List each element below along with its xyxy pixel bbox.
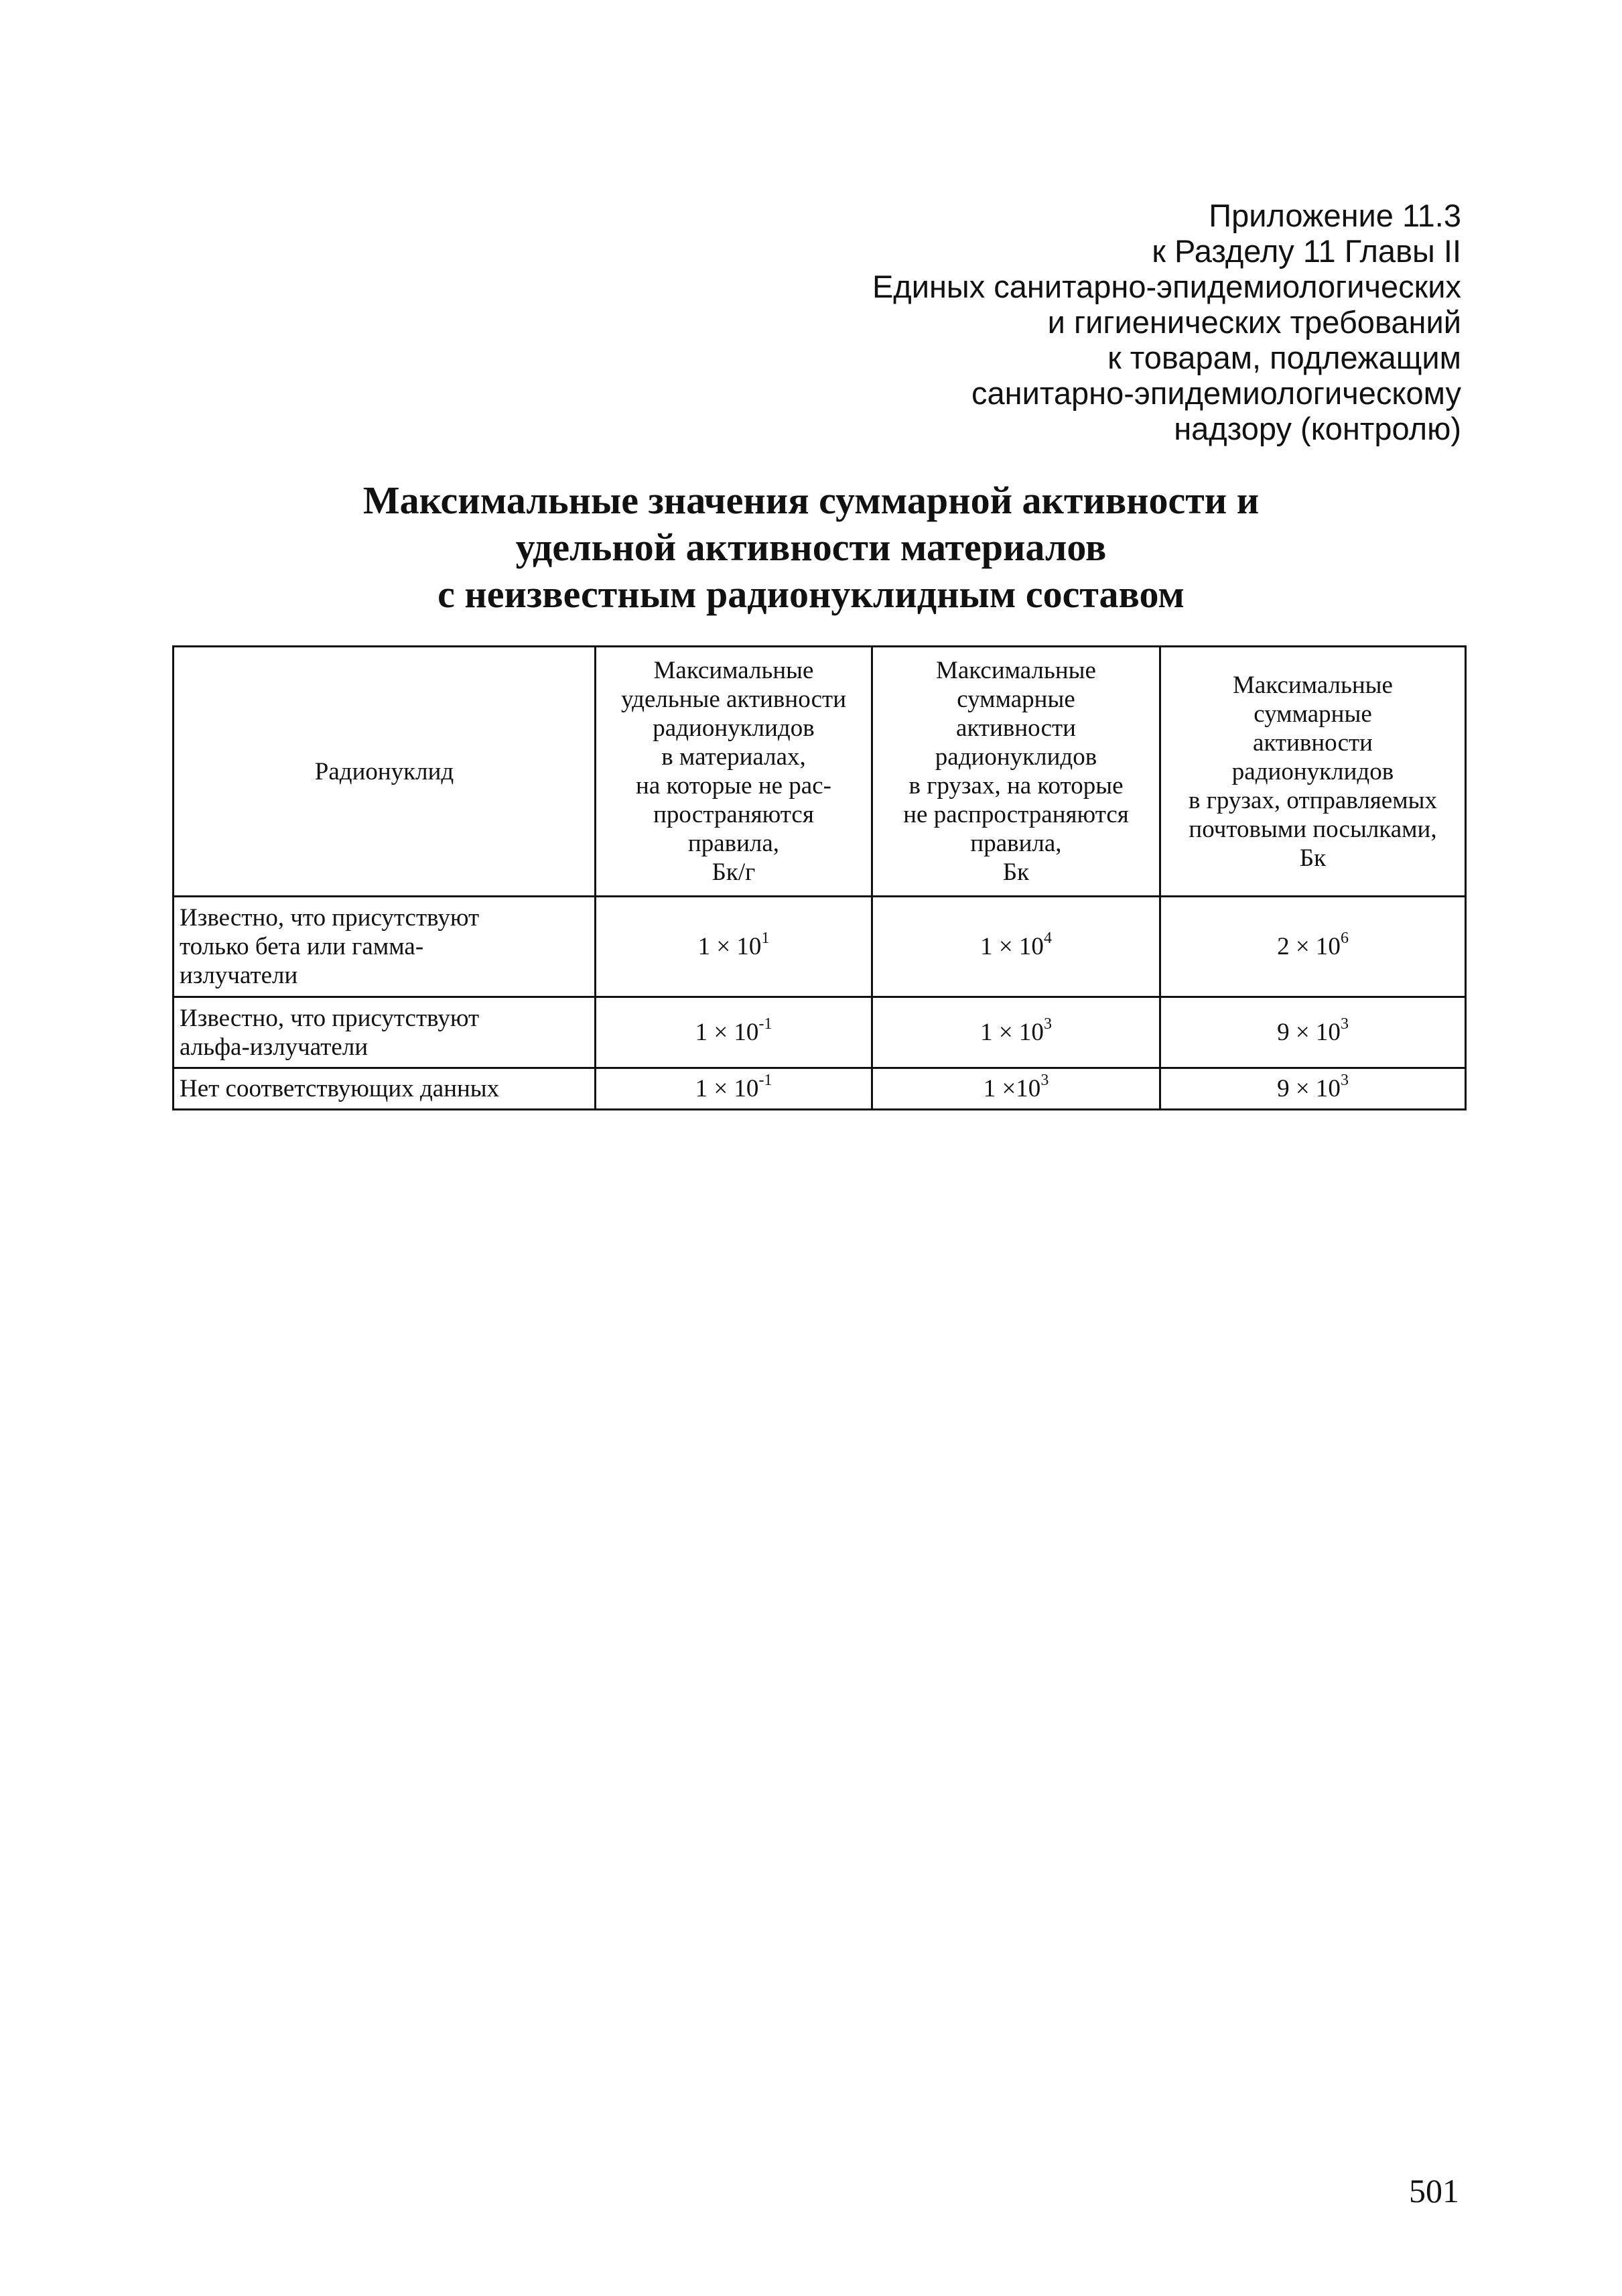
row-label	[174, 1068, 596, 1110]
header-line: суммарные	[1254, 700, 1372, 728]
header-line: Максимальные	[1233, 671, 1393, 699]
header-line: в материалах,	[661, 743, 806, 771]
table-cell	[1160, 1068, 1466, 1110]
table-cell	[872, 897, 1160, 997]
header-specific-activity	[596, 647, 872, 897]
header-line: удельные активности	[620, 686, 847, 713]
header-line: Максимальные	[653, 657, 814, 684]
table-row	[174, 997, 1466, 1068]
value-base: 1 × 10	[695, 1019, 759, 1046]
row-label-line: Нет соответствующих данных	[180, 1075, 500, 1102]
header-line: радионуклидов	[935, 743, 1097, 771]
table-cell	[1160, 997, 1466, 1068]
header-line: правила,	[687, 830, 780, 857]
header-line: радионуклидов	[653, 714, 815, 742]
value-base: 1 × 10	[980, 933, 1044, 960]
value-base: 2 × 10	[1277, 933, 1341, 960]
header-line: Радионуклид	[314, 757, 454, 785]
table-cell	[596, 1068, 872, 1110]
header-line: активности	[956, 714, 1076, 742]
value-exponent: 3	[1340, 1015, 1349, 1033]
table-cell	[872, 1068, 1160, 1110]
activity-limits-table	[172, 645, 1467, 1110]
value-base: 1 ×10	[983, 1075, 1041, 1102]
appendix-reference	[724, 198, 1461, 446]
value-exponent: 3	[1043, 1015, 1052, 1033]
appendix-line: и гигиенических требований	[1047, 304, 1461, 340]
value-exponent: 3	[1340, 1071, 1349, 1089]
appendix-line: Приложение 11.3	[1209, 198, 1461, 233]
value-exponent: 3	[1040, 1071, 1049, 1089]
header-line: почтовыми посылками,	[1189, 815, 1437, 843]
header-line: в грузах, на которые	[908, 772, 1124, 800]
table-cell	[1160, 897, 1466, 997]
appendix-line: Единых санитарно-эпидемиологических	[872, 269, 1461, 304]
header-line: суммарные	[957, 686, 1075, 713]
title-line: Максимальные значения суммарной активности и	[362, 479, 1260, 522]
header-line: на которые не рас-	[636, 772, 831, 800]
header-line: радионуклидов	[1231, 757, 1394, 785]
row-label	[174, 997, 596, 1068]
header-line: Бк/г	[712, 858, 756, 886]
value-base: 1 × 10	[697, 933, 762, 960]
header-radionuclide	[174, 647, 596, 897]
title-line: с неизвестным радионуклидным составом	[437, 572, 1185, 616]
header-total-activity-cargo	[872, 647, 1160, 897]
appendix-line: санитарно-эпидемиологическому	[971, 375, 1461, 411]
value-exponent: -1	[758, 1071, 772, 1089]
table-cell	[872, 997, 1160, 1068]
table-row	[174, 897, 1466, 997]
header-line: активности	[1253, 728, 1373, 757]
header-line: Максимальные	[936, 657, 1096, 684]
row-label-line: Известно, что присутствуют	[180, 904, 480, 932]
appendix-line: к товарам, подлежащим	[1107, 340, 1461, 375]
document-title	[0, 477, 1622, 618]
value-base: 1 × 10	[695, 1075, 759, 1102]
header-line: правила,	[970, 830, 1062, 857]
row-label-line: излучатели	[180, 962, 298, 989]
table-header-row	[174, 647, 1466, 897]
header-line: не распространяются	[903, 801, 1129, 828]
header-line: Бк	[1299, 844, 1327, 872]
value-exponent: 6	[1340, 929, 1349, 947]
table-cell	[596, 997, 872, 1068]
page-number: 501	[1409, 2172, 1459, 2210]
value-base: 9 × 10	[1277, 1075, 1341, 1102]
appendix-line: к Разделу 11 Главы II	[1152, 233, 1461, 269]
header-line: Бк	[1002, 858, 1030, 886]
title-line: удельной активности материалов	[515, 525, 1107, 569]
row-label-line: только бета или гамма-	[180, 933, 424, 960]
value-base: 1 × 10	[980, 1019, 1044, 1046]
table-row	[174, 1068, 1466, 1110]
value-base: 9 × 10	[1277, 1019, 1341, 1046]
row-label-line: альфа-излучатели	[180, 1033, 368, 1061]
value-exponent: 1	[761, 929, 770, 947]
row-label-line: Известно, что присутствуют	[180, 1004, 480, 1032]
header-line: пространяются	[653, 801, 814, 828]
header-line: в грузах, отправляемых	[1188, 786, 1437, 814]
value-exponent: -1	[758, 1015, 772, 1033]
table-cell	[596, 897, 872, 997]
value-exponent: 4	[1043, 929, 1052, 947]
header-total-activity-postal	[1160, 647, 1466, 897]
appendix-line: надзору (контролю)	[1174, 411, 1461, 446]
row-label	[174, 897, 596, 997]
